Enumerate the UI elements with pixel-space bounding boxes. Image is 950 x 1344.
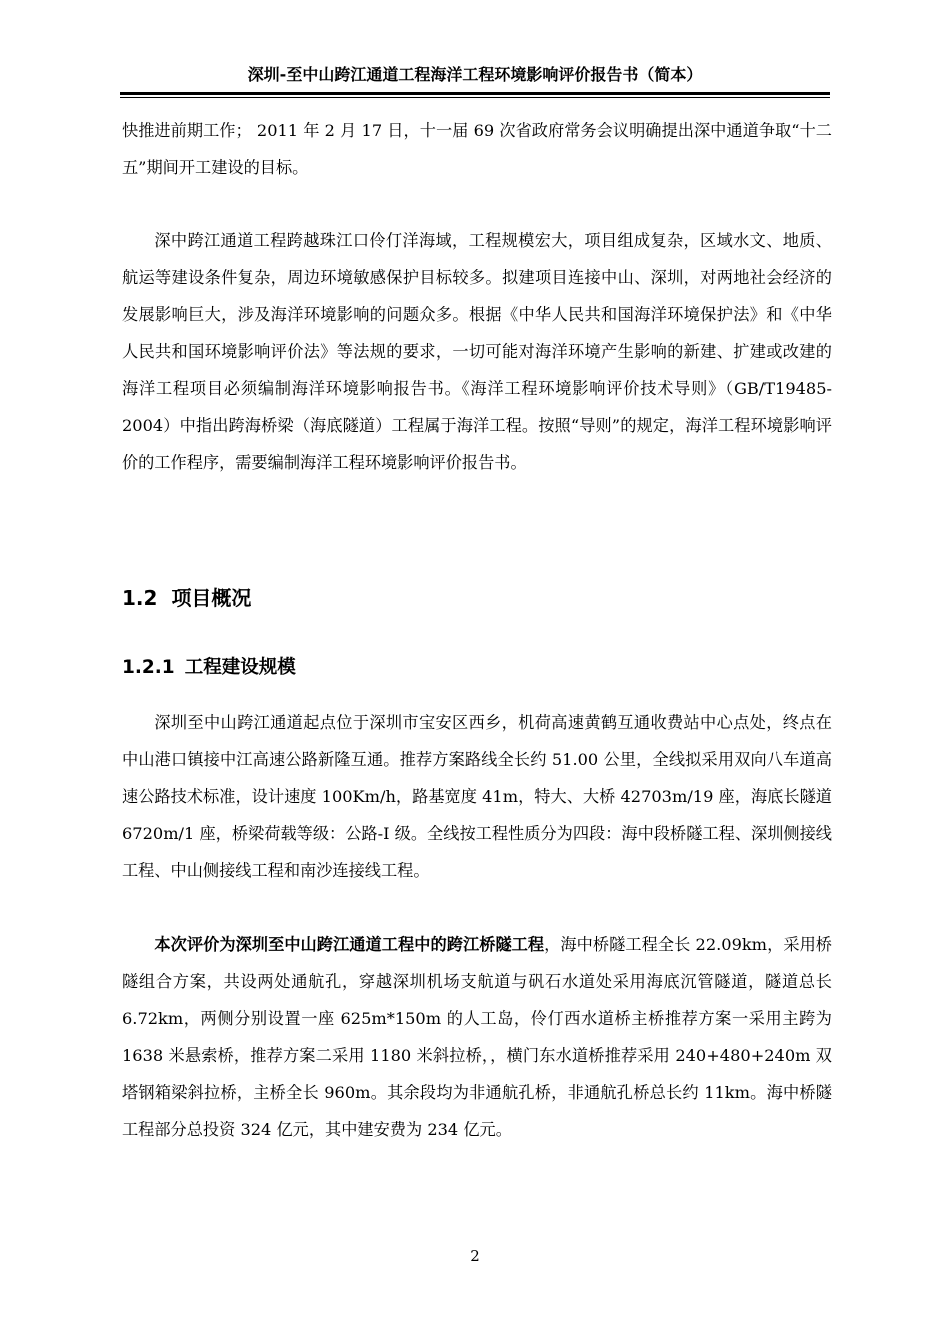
paragraph-4: [122, 926, 832, 1148]
paragraph-1: 快推进前期工作； 2011 年 2 月 17 日，十一届 69 次省政府常务会议明确提出深中通道争取“十二五”期间开工建设的目标。: [122, 121, 832, 177]
header-rule-thin: [120, 97, 830, 98]
subsection-heading-1-2-1: [122, 654, 296, 682]
subsection-number: 1.2.1: [122, 657, 175, 678]
section-heading-1-2: [122, 584, 251, 612]
page-number: 2: [470, 1247, 480, 1265]
paragraph-3: 深圳至中山跨江通道起点位于深圳市宝安区西乡，机荷高速黄鹤互通收费站中心点处，终点在中山港口镇接中江高速公路新隆互通。推荐方案路线全长约 51.00 公里，全线拟采用双向八车道高速公路技术标准，设计速度 100Km/h，路基宽度 41m，特大、大桥 42703m/19 座，海底长隧道 6720m/1 座，桥梁荷载等级：公路-I 级。全线按工程性质分为四段：海中段桥隧工程、深圳侧接线工程、中山侧接线工程和南沙连接线工程。: [122, 713, 832, 880]
section-title: 项目概况: [171, 586, 252, 610]
paragraph-4-body: ，海中桥隧工程全长 22.09km，采用桥隧组合方案，共设两处通航孔，穿越深圳机场支航道与矾石水道处采用海底沉管隧道，隧道总长 6.72km，两侧分别设置一座 625m*150m 的人工岛，伶仃西水道桥主桥推荐方案一采用主跨为 1638 米悬索桥，推荐方案二采用 1180 米斜拉桥，，横门东水道桥推荐采用 240+480+240m 双塔钢箱梁斜拉桥，主桥全长 960m。其余段均为非通航孔桥，非通航孔桥总长约 11km。海中桥隧工程部分总投资 324 亿元，其中建安费为 234 亿元。: [122, 935, 832, 1139]
section-number: 1.2: [122, 586, 158, 610]
page-header-title: 深圳-至中山跨江通道工程海洋工程环境影响评价报告书（简本）: [247, 65, 703, 84]
header-rule-thick: [120, 92, 830, 95]
subsection-title: 工程建设规模: [184, 657, 296, 678]
paragraph-2: 深中跨江通道工程跨越珠江口伶仃洋海域，工程规模宏大，项目组成复杂，区域水文、地质、航运等建设条件复杂，周边环境敏感保护目标较多。拟建项目连接中山、深圳，对两地社会经济的发展影响巨大，涉及海洋环境影响的问题众多。根据《中华人民共和国海洋环境保护法》和《中华人民共和国环境影响评价法》等法规的要求，一切可能对海洋环境产生影响的新建、扩建或改建的海洋工程项目必须编制海洋环境影响报告书。《海洋工程环境影响评价技术导则》（GB/T19485-2004）中指出跨海桥梁（海底隧道）工程属于海洋工程。按照“导则”的规定，海洋工程环境影响评价的工作程序，需要编制海洋工程环境影响评价报告书。: [122, 231, 832, 472]
evaluation-scope-emphasis: 本次评价为深圳至中山跨江通道工程中的跨江桥隧工程: [154, 935, 545, 954]
